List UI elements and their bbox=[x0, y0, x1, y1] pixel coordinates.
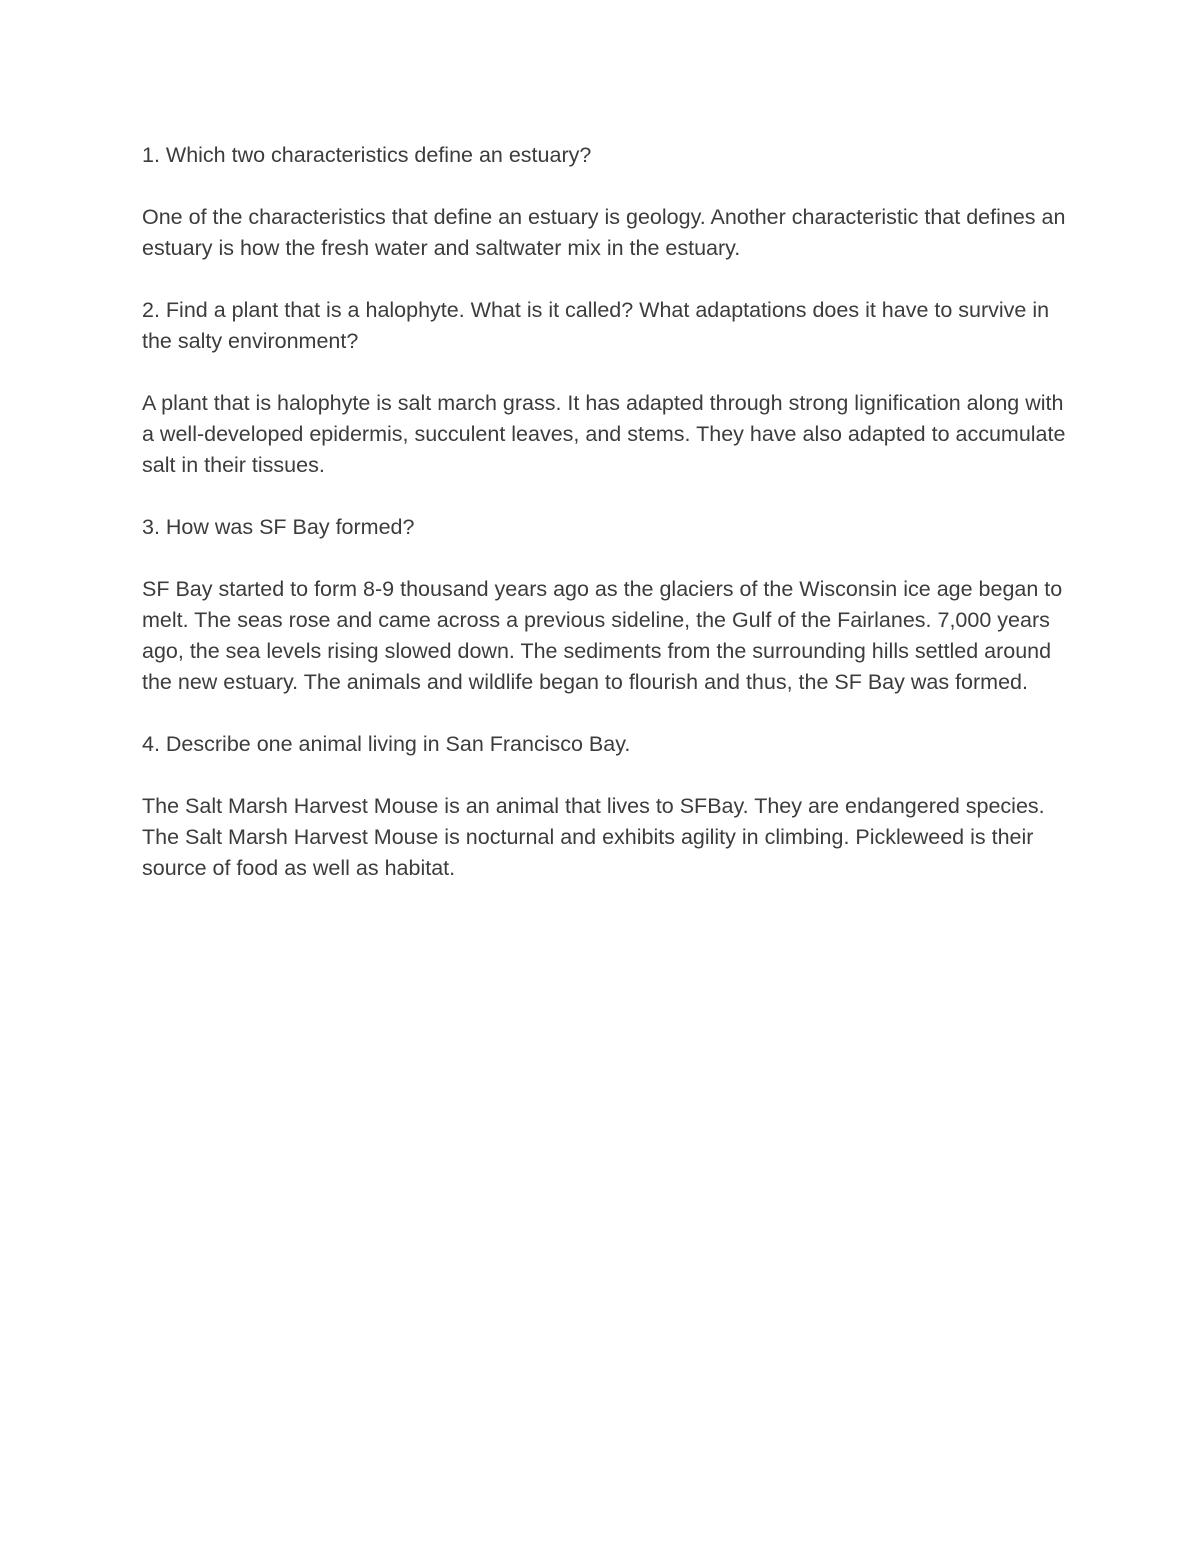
question-2: 2. Find a plant that is a halophyte. What is it called? What adaptations does it have to survive in the salty environment? bbox=[142, 298, 1050, 353]
answer-2: A plant that is halophyte is salt march grass. It has adapted through strong lignification along with a well-developed epidermis, succulent leaves, and stems. They have also adapted to accumulate salt in their tissues. bbox=[142, 391, 1066, 477]
question-3: 3. How was SF Bay formed? bbox=[142, 515, 415, 539]
answer-3: SF Bay started to form 8-9 thousand years ago as the glaciers of the Wisconsin ice age began to melt. The seas rose and came across a previous sideline, the Gulf of the Fairlanes. 7,000 years ago, the sea levels rising slowed down. The sediments from the surrounding hills settled around the new estuary. The animals and wildlife began to flourish and thus, the SF Bay was formed. bbox=[142, 577, 1063, 694]
answer-1: One of the characteristics that define an estuary is geology. Another characteristic that defines an estuary is how the fresh water and saltwater mix in the estuary. bbox=[142, 205, 1066, 260]
question-4: 4. Describe one animal living in San Francisco Bay. bbox=[142, 732, 631, 756]
answer-4: The Salt Marsh Harvest Mouse is an animal that lives to SFBay. They are endangered species. The Salt Marsh Harvest Mouse is nocturnal and exhibits agility in climbing. Pickleweed is their source of food as well as habitat. bbox=[142, 794, 1045, 880]
document-body bbox=[142, 140, 1072, 915]
question-1: 1. Which two characteristics define an estuary? bbox=[142, 143, 592, 167]
